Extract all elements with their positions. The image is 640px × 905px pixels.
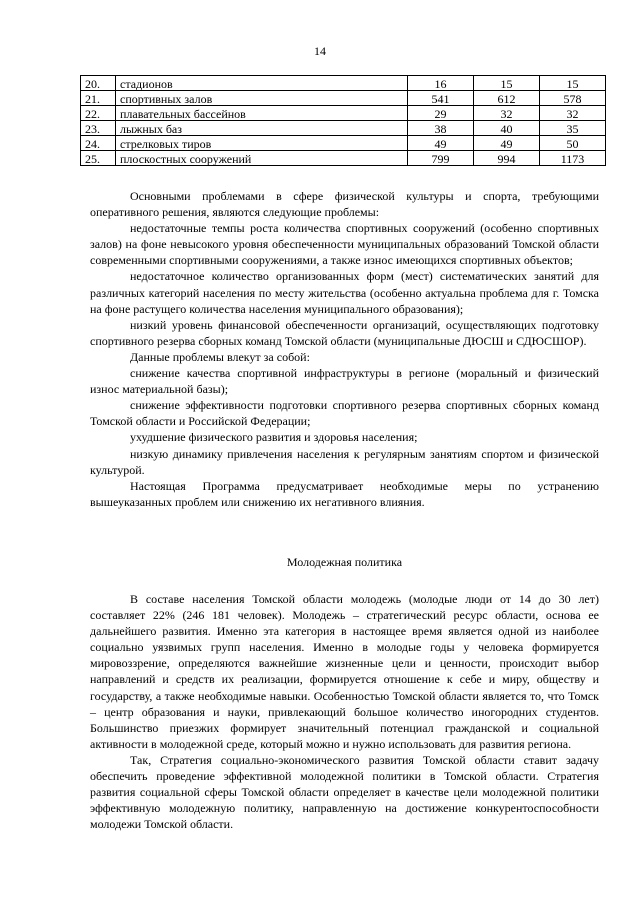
- consequence-item: снижение эффективности подготовки спортивного резерва спортивных сборных команд Томской области и Российской Федерации;: [90, 398, 599, 429]
- value-2: 994: [474, 151, 540, 166]
- paragraph: В составе населения Томской области молодежь (молодые люди от 14 до 30 лет) составляет 22% (246 181 человек). Молодежь – стратегический ресурс области, основа ее дальнейшего развития. Именно эта категория в настоящее время является одной из наиболее социально уязвимых групп населения. Именно в молодые годы у человека формируется мировоззрение, определяются важнейшие жизненные цели и ценности, происходит выбор направлений и средств их реализации, формируется отношение к себе и миру, обществу и государству, а также необходимые навыки. Особенностью Томской области является то, что Томск – центр образования и науки, привлекающий большое количество иногородних студентов. Большинство приезжих формирует значительный потенциал гражданской и социальной активности в молодежной среде, который можно и нужно использовать для развития региона.: [90, 592, 599, 751]
- row-number: 24.: [81, 136, 116, 151]
- facility-name: плавательных бассейнов: [116, 106, 408, 121]
- sports-facilities-table: [80, 75, 606, 166]
- value-3: 578: [540, 91, 606, 106]
- youth-section: [90, 591, 599, 832]
- table-row: [81, 76, 606, 91]
- page-number: 14: [314, 44, 326, 58]
- problem-item: низкий уровень финансовой обеспеченности организаций, осуществляющих подготовку спортивного резерва сборных команд Томской области (муниципальные ДЮСШ и СДЮСШОР).: [90, 317, 599, 348]
- row-number: 25.: [81, 151, 116, 166]
- problem-item: недостаточное количество организованных форм (мест) систематических занятий для различных категорий населения по месту жительства (особенно актуальна проблема для г. Томска на фоне растущего количества населения муниципального образования);: [90, 269, 599, 316]
- value-1: 16: [408, 76, 474, 91]
- value-3: 35: [540, 121, 606, 136]
- row-number: 20.: [81, 76, 116, 91]
- consequences-intro: Данные проблемы влекут за собой:: [130, 349, 310, 364]
- problems-section: [90, 188, 599, 510]
- facility-name: спортивных залов: [116, 91, 408, 106]
- row-number: 23.: [81, 121, 116, 136]
- problem-item: недостаточные темпы роста количества спортивных сооружений (особенно спортивных залов) на фоне невысокого уровня обеспеченности муниципальных образований Томской области современными спортивными сооружениями, а также износ имеющихся спортивных объектов;: [90, 221, 599, 268]
- consequence-item: снижение качества спортивной инфраструктуры в регионе (моральный и физический износ материальной базы);: [90, 366, 599, 397]
- paragraph: Так, Стратегия социально-экономического развития Томской области ставит задачу обеспечить проведение эффективной молодежной политики в Томской области. Стратегия развития социальной сферы Томской области определяет в качестве цели молодежной политики эффективную молодежную политику, направленную на достижение конкурентоспособности молодежи Томской области.: [90, 752, 599, 832]
- value-1: 49: [408, 136, 474, 151]
- row-number: 22.: [81, 106, 116, 121]
- value-1: 541: [408, 91, 474, 106]
- value-2: 612: [474, 91, 540, 106]
- value-3: 15: [540, 76, 606, 91]
- value-2: 40: [474, 121, 540, 136]
- table-row: [81, 136, 606, 151]
- value-1: 29: [408, 106, 474, 121]
- facility-name: стадионов: [116, 76, 408, 91]
- value-2: 15: [474, 76, 540, 91]
- section-title: Молодежная политика: [286, 555, 403, 569]
- table-row: [81, 91, 606, 106]
- value-2: 32: [474, 106, 540, 121]
- value-1: 38: [408, 121, 474, 136]
- table-row: [81, 121, 606, 136]
- row-number: 21.: [81, 91, 116, 106]
- conclusion-paragraph: Настоящая Программа предусматривает необходимые меры по устранению вышеуказанных проблем или снижению их негативного влияния.: [90, 478, 599, 509]
- value-3: 1173: [540, 151, 606, 166]
- value-3: 50: [540, 136, 606, 151]
- problems-intro: Основными проблемами в сфере физической культуры и спорта, требующими оперативного решения, являются следующие проблемы:: [90, 189, 599, 220]
- facility-name: плоскостных сооружений: [116, 151, 408, 166]
- value-1: 799: [408, 151, 474, 166]
- value-2: 49: [474, 136, 540, 151]
- table-row: [81, 106, 606, 121]
- consequence-item: ухудшение физического развития и здоровья населения;: [130, 430, 418, 445]
- consequence-item: низкую динамику привлечения населения к регулярным занятиям спортом и физической культурой.: [90, 446, 599, 477]
- table-row: [81, 151, 606, 166]
- facility-name: лыжных баз: [116, 121, 408, 136]
- value-3: 32: [540, 106, 606, 121]
- facility-name: стрелковых тиров: [116, 136, 408, 151]
